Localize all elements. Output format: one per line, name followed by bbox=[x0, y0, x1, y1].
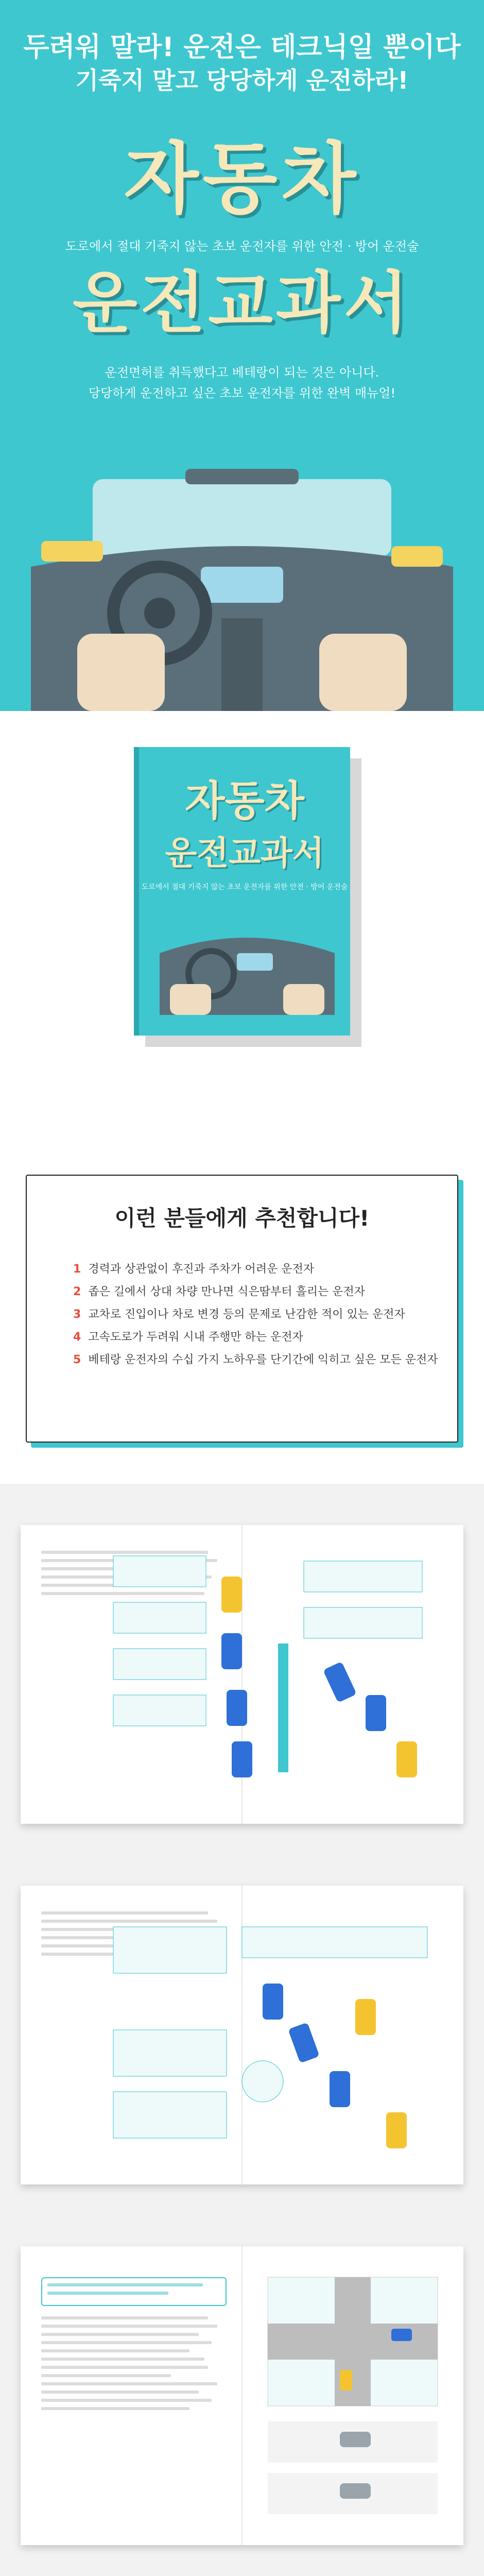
book-cover-title-1: 자동차 bbox=[185, 777, 304, 825]
sample-spread-2 bbox=[21, 1886, 463, 2184]
hero-subtitle: 도로에서 절대 기죽지 않는 초보 운전자를 위한 안전 · 방어 운전술 bbox=[65, 239, 419, 253]
sample-spreads-section bbox=[0, 1484, 484, 2576]
recommend-item-number: 1 bbox=[73, 1263, 81, 1276]
recommend-item-text: 경력과 상관없이 후진과 주차가 어려운 운전자 bbox=[88, 1263, 315, 1276]
book-cover-illustration bbox=[160, 912, 335, 1015]
spread-gutter bbox=[241, 2246, 243, 2545]
sample-spread-3 bbox=[21, 2246, 463, 2545]
book-cover bbox=[134, 747, 350, 1036]
car-interior-illustration bbox=[31, 464, 453, 711]
hero-tagline-1: 두려워 말라! 운전은 테크닉일 뿐이다 bbox=[23, 32, 461, 63]
hero-desc-1: 운전면허를 취득했다고 베테랑이 되는 것은 아니다. bbox=[105, 365, 379, 380]
recommend-item-text: 고속도로가 두려워 시내 주행만 하는 운전자 bbox=[88, 1331, 303, 1344]
recommend-item-number: 5 bbox=[73, 1353, 81, 1366]
recommend-item bbox=[73, 1349, 457, 1371]
recommend-item bbox=[73, 1258, 457, 1281]
book-cover-title-2: 운전교과서 bbox=[165, 835, 324, 873]
hero-title-1: 자동차 bbox=[124, 134, 360, 224]
recommend-item bbox=[73, 1281, 457, 1303]
sample-spread-1 bbox=[21, 1525, 463, 1824]
recommend-item-number: 4 bbox=[73, 1331, 81, 1344]
intersection-diagram bbox=[257, 2267, 448, 2524]
recommend-title: 이런 분들에게 추천합니다! bbox=[114, 1206, 370, 1231]
hero-section bbox=[0, 0, 484, 711]
recommend-item-text: 좁은 길에서 상대 차량 만나면 식은땀부터 흘리는 운전자 bbox=[88, 1285, 366, 1298]
book-cover-subtitle: 도로에서 절대 기죽지 않는 초보 운전자를 위한 안전 · 방어 운전술 bbox=[141, 883, 348, 891]
recommend-list bbox=[73, 1258, 457, 1371]
parking-diagram bbox=[108, 1546, 443, 1803]
recommend-item bbox=[73, 1303, 457, 1326]
spread-callout bbox=[41, 2277, 227, 2306]
book-cover-section bbox=[0, 711, 484, 1164]
hero-title-2: 운전교과서 bbox=[73, 264, 411, 342]
recommend-item-number: 2 bbox=[73, 1285, 81, 1298]
recommend-item-text: 베테랑 운전자의 수십 가지 노하우를 단기간에 익히고 싶은 모든 운전자 bbox=[88, 1353, 438, 1366]
recommend-item bbox=[73, 1326, 457, 1349]
recommend-item-number: 3 bbox=[73, 1308, 81, 1321]
recommend-box bbox=[26, 1175, 458, 1443]
recommend-section bbox=[0, 1164, 484, 1484]
hero-tagline-2: 기죽지 말고 당당하게 운전하라! bbox=[75, 66, 409, 94]
lane-change-diagram bbox=[108, 1906, 443, 2164]
recommend-item-text: 교차로 진입이나 차로 변경 등의 문제로 난감한 적이 있는 운전자 bbox=[88, 1308, 405, 1321]
spread-text-column bbox=[41, 2272, 227, 2415]
hero-desc-2: 당당하게 운전하고 싶은 초보 운전자를 위한 완벽 매뉴얼! bbox=[88, 386, 396, 400]
